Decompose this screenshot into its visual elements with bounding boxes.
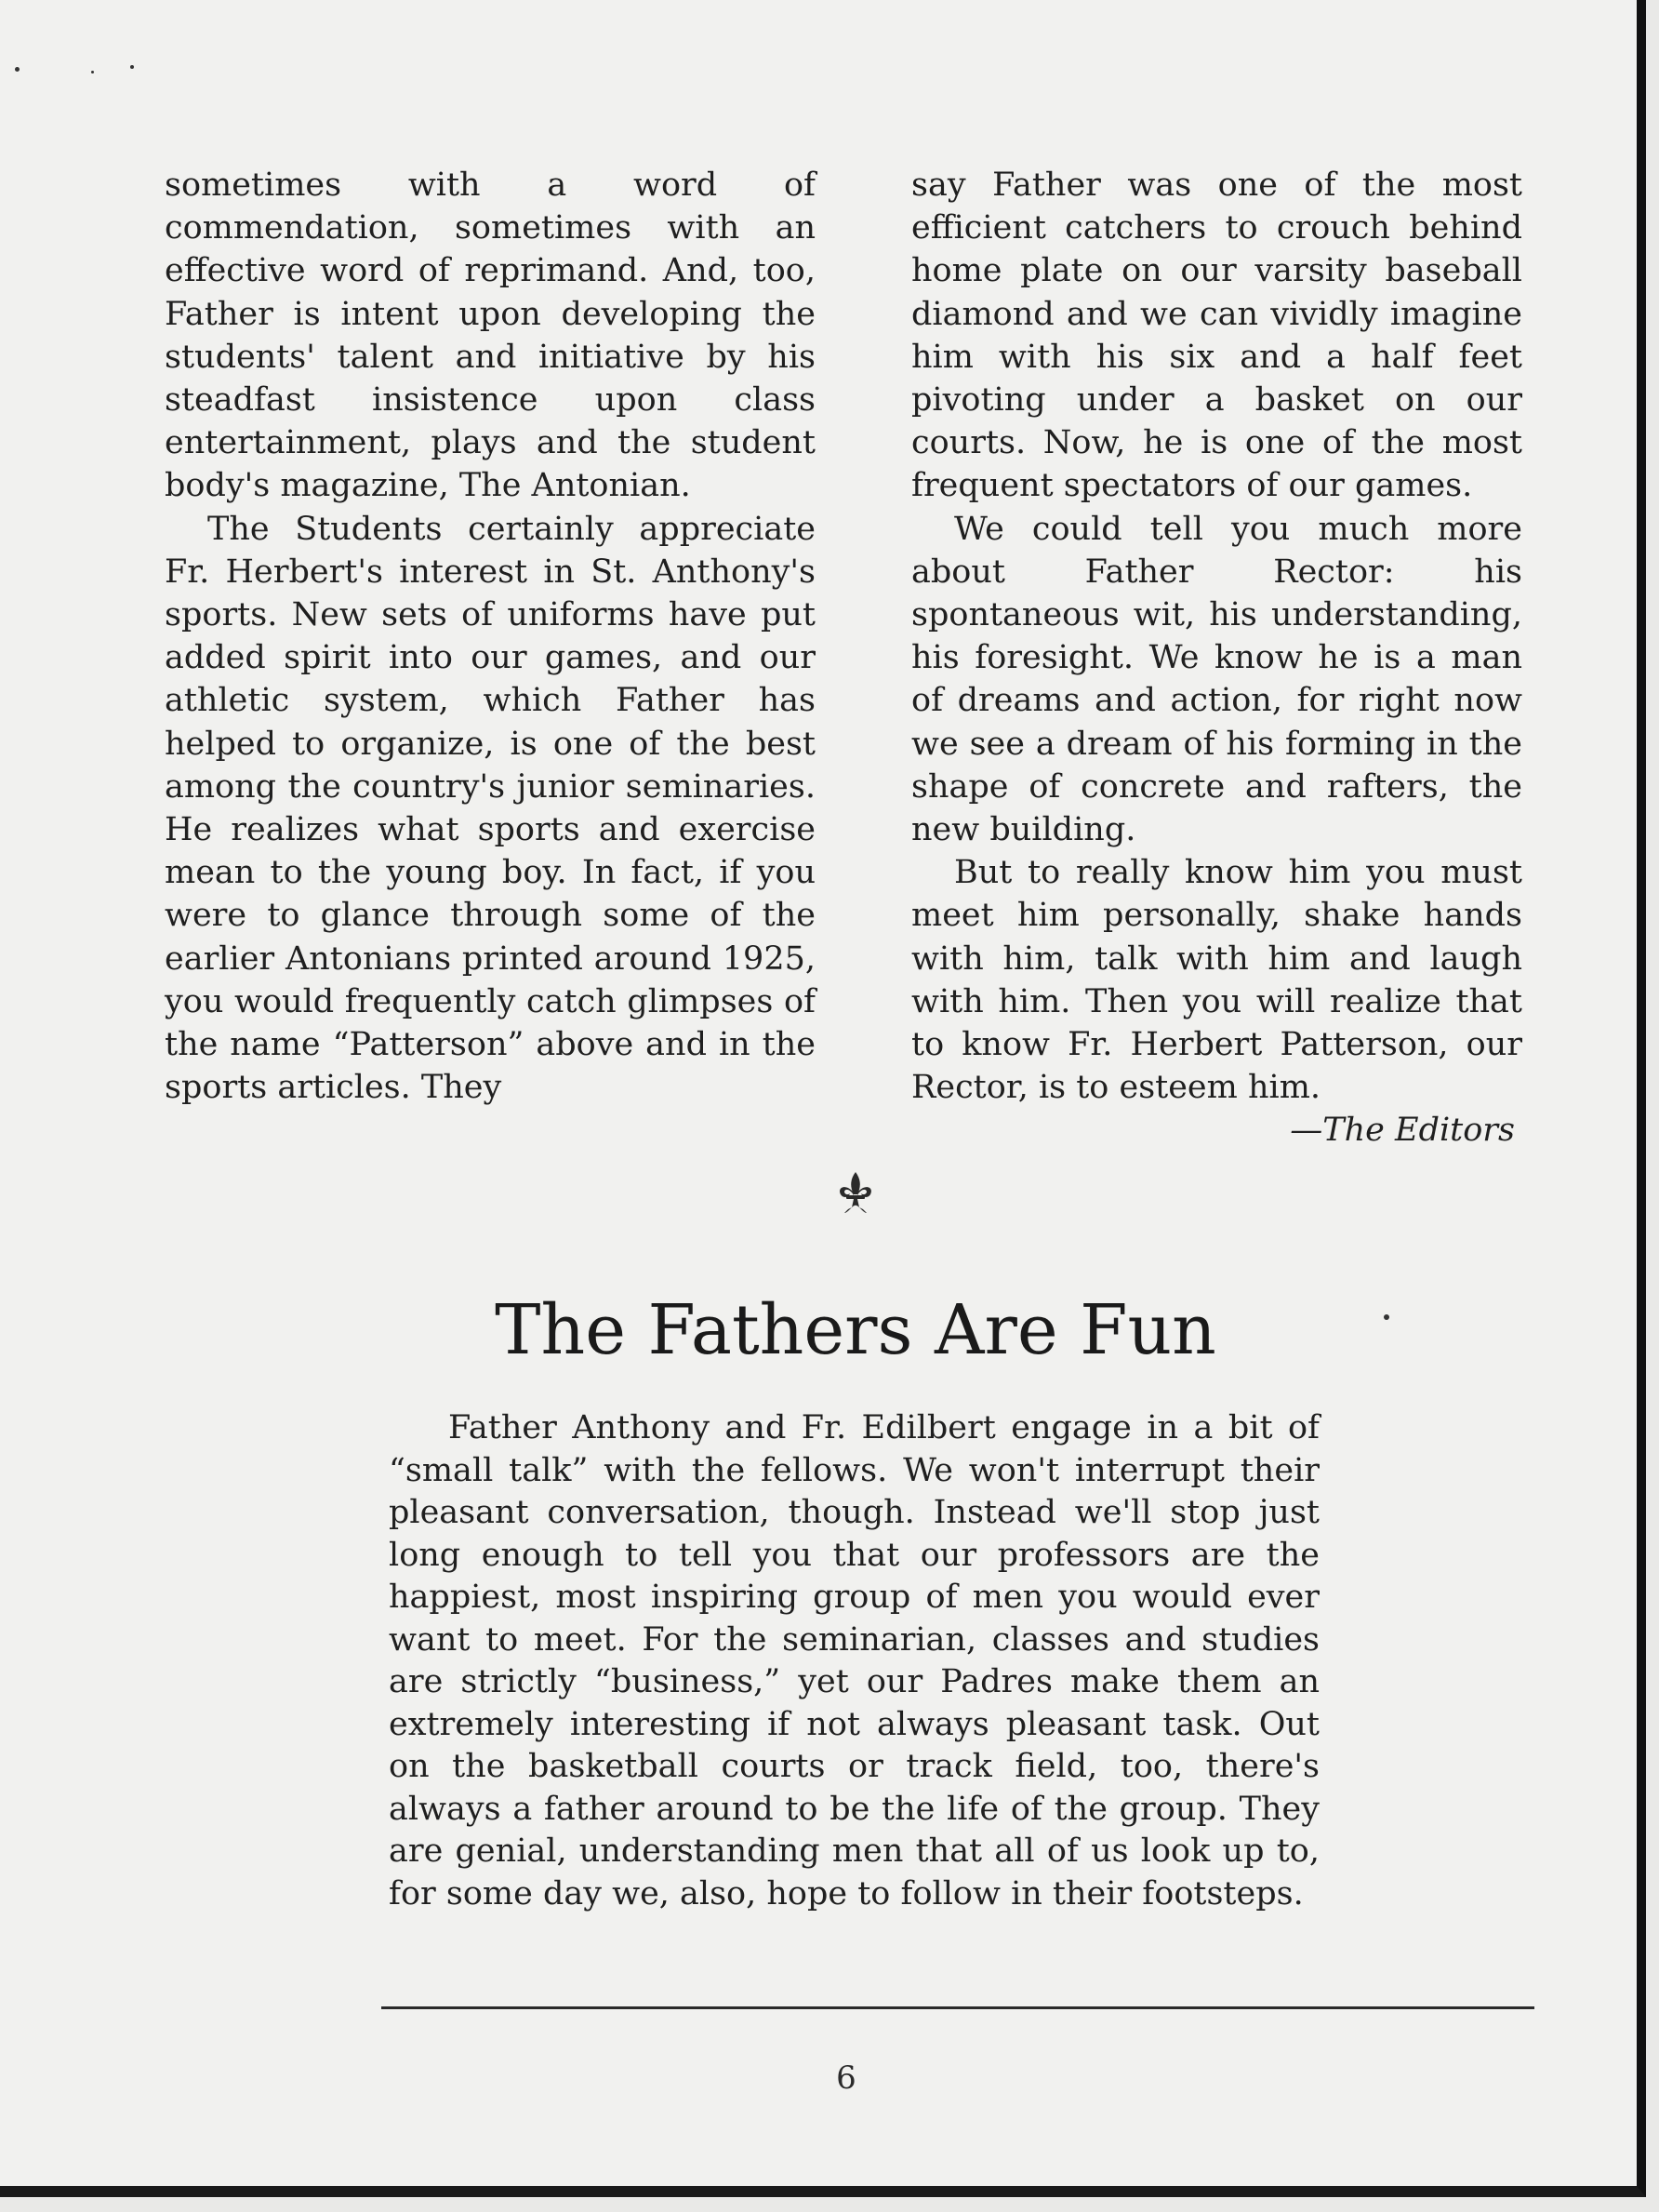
article-headline: The Fathers Are Fun [495, 1290, 1216, 1370]
editors-signature: —The Editors [1290, 1112, 1515, 1150]
right-column [911, 164, 1522, 1153]
paragraph: The Students certainly appreciate Fr. Herbert's interest in St. Anthony's sports. New sets of uniforms have put added spirit into our games, and our athletic system, which Father has helped to organize, is one of the best among the country's junior seminaries. He realizes what sports and exercise mean to the young boy. In fact, if you were to glance through some of the earlier Antonians printed around 1925, you would frequently catch glimpses of the name “Patterson” above and in the sports articles. They [165, 510, 816, 1107]
scan-speck [130, 65, 134, 69]
horizontal-divider [381, 2006, 1534, 2009]
scan-speck [15, 67, 20, 72]
article-body: Father Anthony and Fr. Edilbert engage in a bit of “small talk” with the fellows. We won't interrupt their pleasant conversation, though. Instead we'll stop just long enough to tell you that our professors are the happiest, most inspiring group of men you would ever want to meet. For the seminarian, classes and studies are strictly “business,” yet our Padres make them an extremely interesting if not always pleasant task. Out on the basketball courts or track field, too, there's always a father around to be the life of the group. They are genial, understanding men that all of us look up to, for some day we, also, hope to follow in their footsteps. [389, 1409, 1320, 1912]
paragraph: sometimes with a word of commendation, sometimes with an effective word of reprimand. And, too, Father is intent upon developing the students' talent and initiative by his steadfast insistence upon class entertainment, plays and the student body's magazine, The Antonian. [165, 167, 816, 505]
scan-speck [1384, 1314, 1389, 1320]
paragraph: say Father was one of the most efficient catchers to crouch behind home plate on our varsity baseball diamond and we can vividly imagine him with his six and a half feet pivoting under a basket on our courts. Now, he is one of the most frequent spectators of our games. [911, 167, 1522, 505]
paragraph: We could tell you much more about Father Rector: his spontaneous wit, his understanding, his foresight. We know he is a man of dreams and action, for right now we see a dream of his forming in the shape of concrete and rafters, the new building. [911, 510, 1522, 849]
left-column [165, 164, 816, 1109]
fleur-de-lis-icon [835, 1170, 876, 1215]
page-number: 6 [836, 2059, 856, 2097]
scan-speck [91, 71, 94, 73]
paragraph: But to really know him you must meet him personally, shake hands with him, talk with him and laugh with him. Then you will realize that to know Fr. Herbert Patterson, our Rector, is to esteem him. [911, 854, 1522, 1107]
